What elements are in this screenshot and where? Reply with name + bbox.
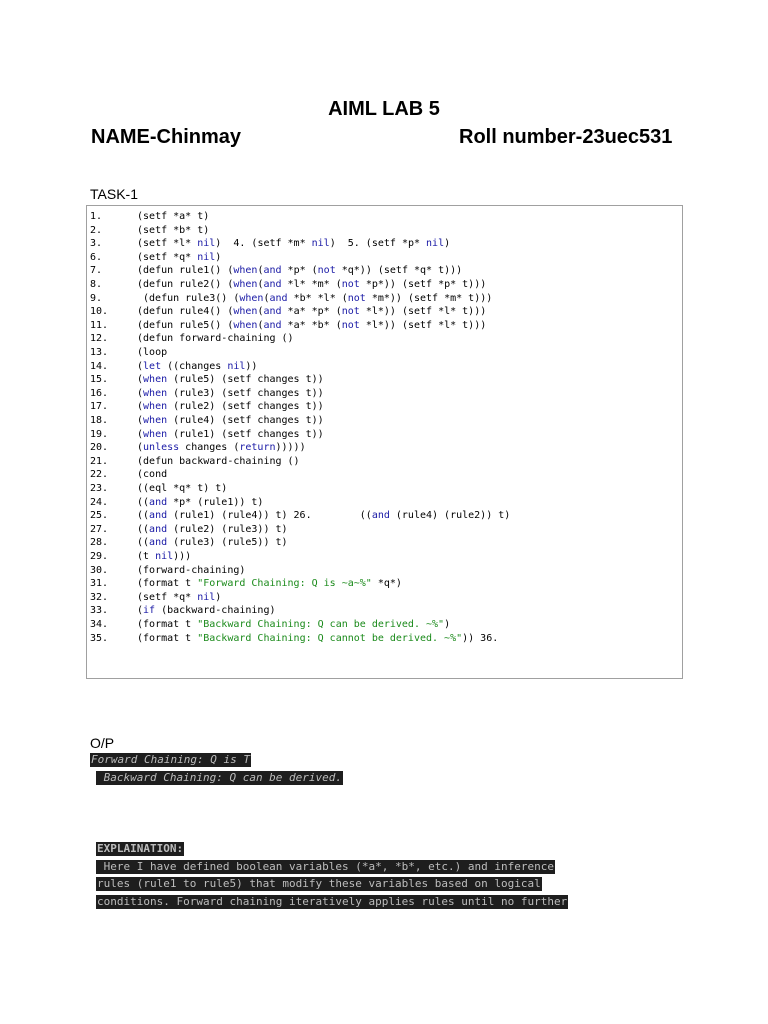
line-number: 33. (90, 605, 109, 617)
code-text: (rule4) (rule2)) t) (389, 510, 511, 522)
code-text: *l*)) (setf *l* t))) (359, 306, 487, 318)
code-text: setf *p* (371, 238, 427, 250)
code-text: ) 4. ( (215, 238, 258, 250)
code-text: ( (137, 442, 144, 454)
explanation-heading: EXPLAINATION: (97, 842, 184, 855)
code-line (90, 429, 324, 441)
code-line (90, 497, 263, 509)
code-keyword: not (317, 265, 336, 277)
code-text: ( (137, 387, 144, 399)
code-text: ( (137, 455, 144, 467)
code-text: ( (137, 347, 144, 358)
code-line (90, 320, 486, 332)
output-label: O/P (90, 735, 115, 751)
code-line (90, 401, 324, 413)
line-number: 31. (90, 578, 109, 590)
code-text: ( (137, 619, 144, 630)
line-number: 7. (90, 265, 103, 277)
code-line (90, 578, 402, 590)
code-keyword: when (233, 265, 258, 277)
code-text: setf *b* t (143, 224, 204, 236)
code-text: ( (257, 279, 264, 290)
line-number: 32. (90, 591, 109, 603)
code-text: ) 5. ( (329, 238, 372, 250)
line-number: 12. (90, 333, 109, 345)
code-line (90, 483, 227, 495)
code-text: (rule1) (setf changes t)) (167, 428, 324, 440)
code-text: ( (137, 279, 144, 290)
code-keyword: and (371, 510, 390, 522)
code-text: defun rule2() ( (143, 279, 234, 290)
code-text: defun rule4() ( (143, 306, 234, 318)
output-line-backward: Backward Chaining: Q can be derived. (97, 771, 343, 784)
code-text: (( (137, 537, 150, 549)
code-line (90, 347, 167, 359)
code-keyword: when (143, 401, 168, 413)
explanation-line: conditions. Forward chaining iteratively applies rules until no further (97, 895, 568, 908)
line-number: 27. (90, 523, 109, 535)
code-keyword: and (149, 496, 168, 508)
code-line (90, 510, 510, 522)
code-line (90, 388, 324, 400)
code-line (90, 619, 450, 631)
code-keyword: and (263, 319, 282, 331)
code-text: *l*)) (setf *l* t))) (359, 319, 487, 331)
code-text: setf *q* (143, 251, 198, 263)
code-string: "Backward Chaining: Q cannot be derived. ~%" (197, 632, 463, 644)
line-number: 13. (90, 347, 109, 358)
line-number: 35. (90, 632, 109, 644)
line-number: 28. (90, 537, 109, 549)
line-number: 19. (90, 428, 109, 440)
code-keyword: and (149, 510, 168, 522)
line-number: 11. (90, 319, 109, 331)
code-keyword: nil (227, 360, 246, 372)
code-text: ( (137, 469, 144, 481)
code-keyword: not (341, 319, 360, 331)
code-keyword: return (239, 442, 276, 454)
code-text: ( (137, 632, 144, 644)
code-keyword: and (269, 292, 288, 304)
code-line (90, 551, 191, 563)
line-number: 21. (90, 455, 109, 467)
line-number: 30. (90, 564, 109, 576)
code-text: ( (137, 428, 144, 440)
code-line (90, 456, 300, 468)
code-text: ) (444, 619, 451, 630)
code-text: setf *m* (257, 238, 312, 250)
code-line (90, 361, 257, 373)
code-text: *m*)) (setf *m* t))) (365, 292, 493, 304)
code-text: )) (245, 360, 258, 372)
line-number: 25. (90, 510, 109, 522)
code-text: (rule2) (rule3)) t) (167, 523, 288, 535)
code-text: *l* *m* ( (281, 279, 342, 290)
code-text: ( (137, 564, 144, 576)
code-text: setf *l* (143, 238, 198, 250)
code-text: ( (257, 265, 264, 277)
code-line (90, 633, 498, 645)
code-line (90, 537, 288, 549)
code-text: ( (137, 333, 144, 345)
code-line (90, 293, 492, 305)
code-text: (rule3) (setf changes t)) (167, 387, 324, 399)
code-text: )) 36. (462, 632, 499, 644)
code-line (90, 524, 288, 536)
code-text: ( (137, 605, 144, 617)
code-line (90, 469, 167, 481)
code-text: *a* *p* ( (281, 306, 342, 318)
code-text: ) (215, 591, 222, 603)
code-line (90, 211, 209, 223)
code-text: (rule3) (rule5)) t) (167, 537, 288, 549)
code-line (90, 333, 294, 345)
code-line (90, 306, 486, 318)
line-number: 29. (90, 551, 109, 562)
code-text: (( (137, 510, 150, 522)
code-line (90, 565, 245, 577)
task-label: TASK-1 (90, 186, 138, 202)
code-keyword: and (263, 279, 282, 290)
code-string: "Backward Chaining: Q can be derived. ~%" (197, 619, 445, 630)
code-text: defun rule5() ( (143, 319, 234, 331)
code-line (90, 225, 209, 237)
code-text: *b* *l* ( (287, 292, 348, 304)
code-text: ( (137, 319, 144, 331)
code-line (90, 605, 276, 617)
code-text: ) (444, 238, 451, 250)
line-number: 24. (90, 496, 109, 508)
code-line (90, 265, 462, 277)
code-text: *q*) (371, 578, 402, 590)
line-number: 2. (90, 224, 103, 236)
code-text: ))) (173, 551, 192, 562)
code-keyword: when (233, 319, 258, 331)
code-text: (rule2) (setf changes t)) (167, 401, 324, 413)
code-text: defun rule1() ( (143, 265, 234, 277)
code-text: format t (143, 578, 198, 590)
code-text: setf *q* (143, 591, 198, 603)
output-line-forward: Forward Chaining: Q is T (91, 753, 250, 766)
code-string: "Forward Chaining: Q is ~a~%" (197, 578, 372, 590)
code-text: (( (137, 483, 150, 494)
code-keyword: not (347, 292, 366, 304)
code-text: (( (137, 496, 150, 508)
line-number: 20. (90, 442, 109, 454)
explanation-line: rules (rule1 to rule5) that modify these variables based on logical (97, 877, 541, 890)
code-keyword: nil (197, 238, 216, 250)
code-keyword: nil (426, 238, 445, 250)
code-text: ) (203, 211, 210, 222)
code-line (90, 592, 221, 604)
code-text: (backward-chaining) (155, 605, 276, 617)
line-number: 15. (90, 374, 109, 386)
code-text: (rule1) (rule4)) t) 26. (( (167, 510, 372, 522)
code-keyword: and (263, 306, 282, 318)
line-number: 9. (90, 292, 103, 304)
code-keyword: let (143, 360, 162, 372)
code-keyword: nil (311, 238, 330, 250)
code-keyword: if (143, 605, 156, 617)
line-number: 18. (90, 415, 109, 426)
code-text: *q*)) (setf *q* t))) (335, 265, 463, 277)
code-keyword: when (143, 428, 168, 440)
code-text: format t (143, 632, 198, 644)
page-title: AIML LAB 5 (328, 98, 440, 120)
code-text: ( (137, 306, 144, 318)
code-text: ( (137, 224, 144, 236)
code-text: ) (203, 224, 210, 236)
code-keyword: not (341, 306, 360, 318)
code-text: ( (137, 401, 144, 413)
explanation-line: Here I have defined boolean variables (*a*, *b*, etc.) and inference (97, 860, 554, 873)
line-number: 3. (90, 238, 103, 250)
code-text: *p*)) (setf *p* t))) (359, 279, 487, 290)
code-text: loop (143, 347, 168, 358)
code-text: format t (143, 619, 198, 630)
code-text: forward-chaining) (143, 564, 246, 576)
code-line (90, 279, 486, 291)
line-number: 10. (90, 306, 109, 318)
code-keyword: when (143, 374, 168, 386)
code-keyword: and (263, 265, 282, 277)
code-text: *a* *b* ( (281, 319, 342, 331)
code-line (90, 442, 306, 454)
line-number: 22. (90, 469, 109, 481)
code-text: cond (143, 469, 168, 481)
code-text: ( (137, 551, 144, 562)
code-line (90, 252, 221, 264)
code-keyword: unless (143, 442, 180, 454)
code-keyword: nil (155, 551, 174, 562)
code-keyword: when (233, 306, 258, 318)
code-text: ( (263, 292, 270, 304)
code-keyword: and (149, 523, 168, 535)
code-text: ( (137, 360, 144, 372)
code-keyword: when (233, 279, 258, 290)
code-text: ( (257, 319, 264, 331)
code-box (86, 205, 683, 679)
line-number: 16. (90, 387, 109, 399)
code-line (90, 374, 324, 386)
code-text: ((changes (161, 360, 228, 372)
code-text: eql *q* t) t) (149, 483, 228, 494)
code-keyword: and (149, 537, 168, 549)
code-text: ( (137, 578, 144, 590)
code-text: *p* ( (281, 265, 318, 277)
code-text: changes ( (179, 442, 240, 454)
code-keyword: nil (197, 251, 216, 263)
code-keyword: nil (197, 591, 216, 603)
code-text: (( (137, 523, 150, 535)
code-text: ( (137, 265, 144, 277)
code-text: ( (137, 374, 144, 386)
code-keyword: when (143, 415, 168, 426)
line-number: 8. (90, 279, 103, 290)
code-line (90, 238, 450, 250)
code-text: (rule5) (setf changes t)) (167, 374, 324, 386)
line-number: 34. (90, 619, 109, 630)
code-text: setf *a* t (143, 211, 204, 222)
line-number: 6. (90, 251, 103, 263)
code-text: ( (137, 415, 144, 426)
code-keyword: when (239, 292, 264, 304)
line-number: 23. (90, 483, 109, 494)
code-text: (defun rule3() ( (137, 292, 240, 304)
code-text: ( (137, 251, 144, 263)
code-text: ( (137, 211, 144, 222)
code-keyword: when (143, 387, 168, 399)
code-text: ( (257, 306, 264, 318)
line-number: 1. (90, 211, 103, 222)
code-line (90, 415, 324, 427)
line-number: 17. (90, 401, 109, 413)
code-text: t (143, 551, 156, 562)
code-text: (rule4) (setf changes t)) (167, 415, 324, 426)
roll-number: Roll number-23uec531 (459, 126, 673, 148)
code-text: ( (137, 591, 144, 603)
code-text: ( (137, 238, 144, 250)
code-text: ) (215, 251, 222, 263)
code-text: ))))) (275, 442, 306, 454)
code-text: defun forward-chaining () (143, 333, 294, 345)
line-number: 14. (90, 360, 109, 372)
student-name: NAME-Chinmay (91, 126, 242, 148)
code-keyword: not (341, 279, 360, 290)
code-text: defun backward-chaining () (143, 455, 300, 467)
code-text: *p* (rule1)) t) (167, 496, 264, 508)
